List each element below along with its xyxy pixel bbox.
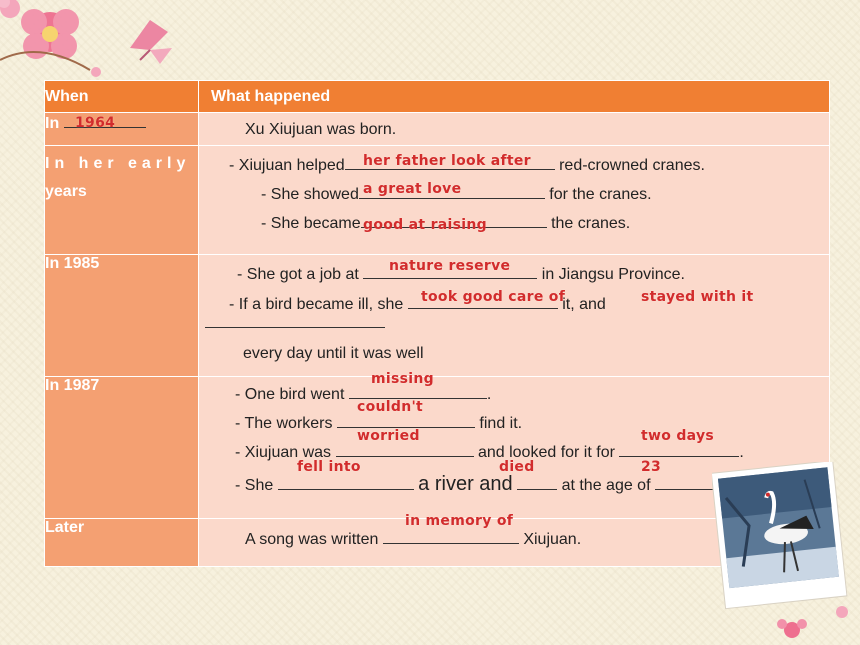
when-label: In 1985 bbox=[45, 255, 100, 272]
when-label: In bbox=[45, 115, 60, 132]
answer-text: good at raising bbox=[363, 217, 487, 233]
event-text: A song was written Xiujuan. bbox=[245, 531, 582, 548]
when-cell bbox=[45, 113, 199, 146]
answer-text: fell into bbox=[297, 459, 361, 475]
answer-text: in memory of bbox=[405, 513, 514, 529]
when-label: In 1987 bbox=[45, 377, 100, 394]
table-row bbox=[45, 146, 830, 255]
answer-text: worried bbox=[357, 428, 420, 444]
event-text: - Xiujuan was and looked for it for . bbox=[235, 444, 744, 461]
when-label: In her early bbox=[45, 155, 191, 172]
answer-text: nature reserve bbox=[389, 258, 511, 274]
when-cell bbox=[45, 377, 199, 519]
answer-text: took good care of bbox=[421, 289, 566, 305]
flower-icon bbox=[777, 606, 848, 638]
what-cell bbox=[199, 146, 830, 255]
answer-text: a great love bbox=[363, 181, 462, 197]
table-row bbox=[45, 113, 830, 146]
when-label: Later bbox=[45, 519, 85, 536]
event-text: - She got a job at in Jiangsu Province. bbox=[237, 266, 685, 283]
flower-decoration bbox=[0, 0, 200, 80]
event-text: - She showed for the cranes. bbox=[261, 186, 652, 203]
what-cell bbox=[199, 113, 830, 146]
event-text: Xu Xiujuan was born. bbox=[245, 121, 397, 138]
answer-text: missing bbox=[371, 371, 434, 387]
column-header-when: When bbox=[45, 81, 199, 113]
answer-blank bbox=[205, 313, 385, 328]
answer-text: stayed with it bbox=[641, 289, 754, 305]
crane-photo bbox=[712, 462, 860, 645]
answer-text: died bbox=[499, 459, 535, 475]
answer-text: 1964 bbox=[75, 115, 116, 131]
when-cell bbox=[45, 146, 199, 255]
answer-text: couldn't bbox=[357, 399, 424, 415]
when-cell bbox=[45, 255, 199, 377]
event-text: - If a bird became ill, she it, and bbox=[229, 296, 606, 313]
flower-icon bbox=[0, 0, 20, 18]
what-cell bbox=[199, 255, 830, 377]
answer-text: two days bbox=[641, 428, 715, 444]
event-text: - Xiujuan helped red-crowned cranes. bbox=[229, 157, 705, 174]
answer-text: her father look after bbox=[363, 153, 531, 169]
event-text: - She became the cranes. bbox=[261, 215, 631, 232]
table-row bbox=[45, 255, 830, 377]
table-header-row bbox=[45, 81, 830, 113]
butterfly-icon bbox=[130, 20, 172, 64]
event-text: - The workers find it. bbox=[235, 415, 523, 432]
when-cell bbox=[45, 519, 199, 567]
when-label: years bbox=[45, 183, 87, 200]
event-text: - One bird went . bbox=[235, 386, 492, 403]
event-text: - She a river and at the age of bbox=[235, 473, 715, 496]
event-text: every day until it was well bbox=[243, 345, 424, 362]
column-header-what: What happened bbox=[199, 81, 830, 113]
answer-text: 23 bbox=[641, 459, 662, 475]
